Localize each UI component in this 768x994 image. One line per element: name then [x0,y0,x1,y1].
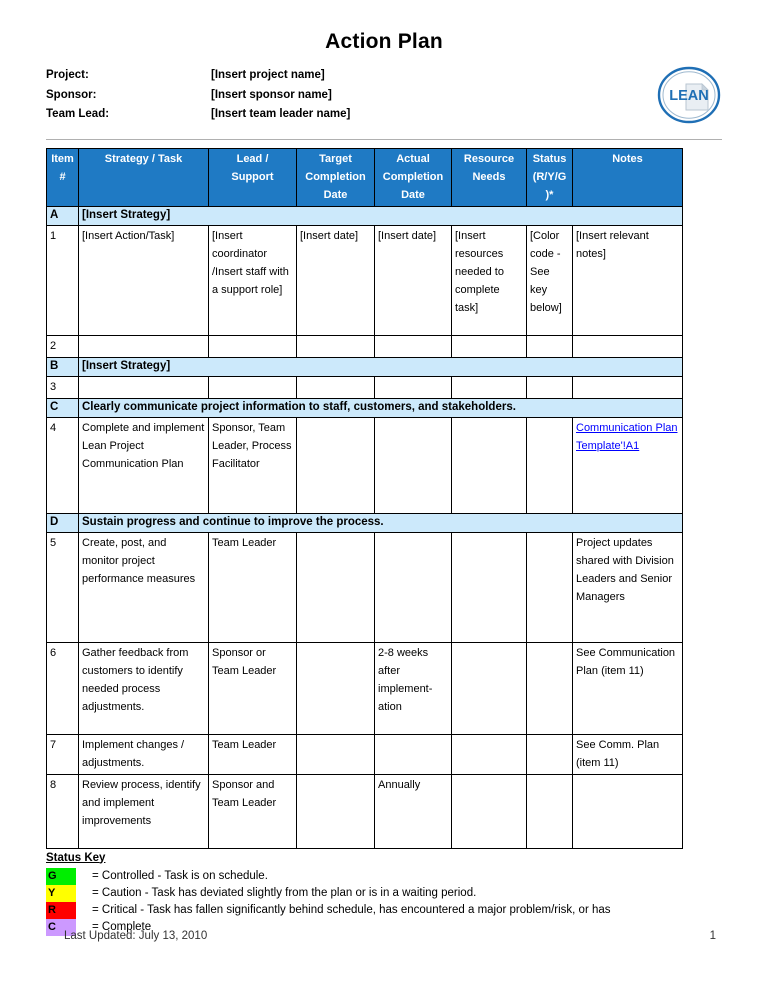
table-row [47,642,683,734]
column-header-actual-line2: Completion [382,170,444,183]
column-header-lead-line2: Support [231,170,274,183]
row-strategy-task[interactable]: Implement changes / adjustments. [79,734,209,774]
table-row [47,225,683,335]
strategy-row [47,513,683,532]
row-status[interactable] [527,774,573,848]
meta-block [46,66,722,125]
column-header-notes [573,148,683,206]
team-lead-label: Team Lead: [46,108,110,120]
row-lead-support[interactable]: Sponsor or Team Leader [209,642,297,734]
row-target-date[interactable] [297,335,375,357]
team-lead-value[interactable]: [Insert team leader name] [211,108,351,120]
table-body [47,206,683,848]
column-header-target-line3: Date [323,188,348,201]
status-key-title: Status Key [46,851,106,864]
row-strategy-task[interactable] [79,376,209,398]
row-strategy-task[interactable]: Complete and implement Lean Project Communication Plan [79,417,209,513]
table-row [47,532,683,642]
page-footer [46,930,722,942]
column-header-item [47,148,79,206]
status-key-swatch-y: Y [46,885,76,902]
column-header-status-line3: )* [545,188,554,201]
strategy-row-item: D [47,513,79,532]
row-status[interactable] [527,335,573,357]
row-status[interactable] [527,734,573,774]
row-resource-needs[interactable] [452,335,527,357]
row-item: 1 [47,225,79,335]
row-notes[interactable] [573,376,683,398]
row-actual-date[interactable] [375,532,452,642]
row-strategy-task[interactable]: Create, post, and monitor project performance measures [79,532,209,642]
sponsor-label: Sponsor: [46,88,97,101]
row-target-date[interactable] [297,642,375,734]
column-header-notes-line1: Notes [612,152,643,165]
row-target-date[interactable] [297,774,375,848]
column-header-status-line2: (R/Y/G [532,170,567,183]
status-key-swatch-g: G [46,868,76,885]
table-row [47,734,683,774]
strategy-row-text[interactable]: Sustain progress and continue to improve the process. [79,513,683,532]
row-resource-needs[interactable] [452,642,527,734]
column-header-status [527,148,573,206]
row-strategy-task[interactable]: Review process, identify and implement improvements [79,774,209,848]
lean-logo [656,62,722,128]
strategy-row-text[interactable]: [Insert Strategy] [79,206,683,225]
project-value[interactable]: [Insert project name] [211,69,325,81]
status-key-description: = Controlled - Task is on schedule. [92,869,268,882]
row-notes[interactable] [573,335,683,357]
row-actual-date[interactable]: Annually [375,774,452,848]
column-header-lead-line1: Lead / [236,152,269,165]
column-header-resource-line1: Resource [463,152,515,165]
header-divider [46,139,722,140]
row-lead-support[interactable] [209,376,297,398]
row-strategy-task[interactable]: [Insert Action/Task] [79,225,209,335]
row-item: 8 [47,774,79,848]
row-lead-support[interactable]: Team Leader [209,532,297,642]
row-actual-date[interactable]: 2-8 weeks after implement-ation [375,642,452,734]
row-actual-date[interactable] [375,734,452,774]
row-status[interactable] [527,642,573,734]
row-notes[interactable] [573,417,683,513]
column-header-status-line1: Status [532,152,567,165]
table-row [47,774,683,848]
row-item: 2 [47,335,79,357]
row-resource-needs[interactable]: [Insert resources needed to complete task] [452,225,527,335]
row-actual-date[interactable] [375,335,452,357]
row-notes[interactable]: See Comm. Plan (item 11) [573,734,683,774]
row-status[interactable] [527,417,573,513]
row-status[interactable]: [Color code - See key below] [527,225,573,335]
row-resource-needs[interactable] [452,734,527,774]
sponsor-value[interactable]: [Insert sponsor name] [211,88,332,101]
table-row [47,376,683,398]
row-resource-needs[interactable] [452,774,527,848]
strategy-row-text[interactable]: Clearly communicate project information to staff, customers, and stakeholders. [79,398,683,417]
row-notes[interactable] [573,774,683,848]
column-header-resource-line2: Needs [472,170,506,183]
column-header-target-line2: Completion [305,170,366,183]
status-key [46,850,722,936]
column-header-lead-support [209,148,297,206]
row-lead-support[interactable]: Sponsor, Team Leader, Process Facilitator [209,417,297,513]
strategy-row-text[interactable]: [Insert Strategy] [79,357,683,376]
meta-row-team-lead [46,105,722,125]
row-actual-date[interactable] [375,376,452,398]
row-item: 5 [47,532,79,642]
strategy-row-item: A [47,206,79,225]
row-item: 7 [47,734,79,774]
row-resource-needs[interactable] [452,532,527,642]
row-lead-support[interactable] [209,335,297,357]
strategy-row-item: B [47,357,79,376]
status-key-swatch-r: R [46,902,76,919]
row-target-date[interactable] [297,417,375,513]
row-item: 3 [47,376,79,398]
column-header-actual-completion-date [375,148,452,206]
row-notes[interactable]: [Insert relevant notes] [573,225,683,335]
column-header-strategy-task-line1: Strategy / Task [104,152,183,165]
meta-row-sponsor [46,86,722,106]
column-header-target-completion-date [297,148,375,206]
page-number: 1 [709,930,716,942]
lean-logo-text: LEAN [669,88,709,104]
row-item: 4 [47,417,79,513]
row-strategy-task[interactable]: Gather feedback from customers to identify needed process adjustments. [79,642,209,734]
status-key-item [46,902,722,919]
project-label: Project: [46,69,89,81]
column-header-item-line1: Item [51,152,74,165]
status-key-rows [46,868,722,936]
row-resource-needs[interactable] [452,376,527,398]
column-header-actual-line1: Actual [396,152,430,165]
last-updated-text: Last Updated: July 13, 2010 [64,930,208,942]
column-header-target-line1: Target [319,152,352,165]
column-header-item-line2: # [59,170,66,183]
column-header-strategy-task [79,148,209,206]
strategy-row [47,206,683,225]
table-row [47,335,683,357]
row-lead-support[interactable]: Sponsor and Team Leader [209,774,297,848]
strategy-row [47,357,683,376]
row-notes[interactable]: Project updates shared with Division Leaders and Senior Managers [573,532,683,642]
row-strategy-task[interactable] [79,335,209,357]
meta-row-project [46,66,722,86]
row-lead-support[interactable]: Team Leader [209,734,297,774]
row-actual-date[interactable] [375,417,452,513]
status-key-swatch-c: C [46,919,76,936]
notes-hyperlink[interactable]: Communication Plan Template'!A1 [576,421,678,452]
row-resource-needs[interactable] [452,417,527,513]
row-actual-date[interactable]: [Insert date] [375,225,452,335]
row-lead-support[interactable]: [Insert coordinator /Insert staff with a support role] [209,225,297,335]
column-header-actual-line3: Date [401,188,425,201]
row-item: 6 [47,642,79,734]
row-notes[interactable]: See Communication Plan (item 11) [573,642,683,734]
status-key-description: = Caution - Task has deviated slightly from the plan or is in a waiting period. [92,886,477,899]
status-key-item [46,885,722,902]
row-target-date[interactable] [297,376,375,398]
table-header-row [47,148,683,206]
status-key-item [46,868,722,885]
row-target-date[interactable] [297,734,375,774]
row-target-date[interactable]: [Insert date] [297,225,375,335]
row-status[interactable] [527,376,573,398]
table-row [47,417,683,513]
strategy-row-item: C [47,398,79,417]
row-target-date[interactable] [297,532,375,642]
page-title: Action Plan [325,30,443,53]
column-header-resource-needs [452,148,527,206]
strategy-row [47,398,683,417]
status-key-description: = Complete [92,920,152,933]
status-key-description: = Critical - Task has fallen significantly behind schedule, has encountered a major problem/risk, or has [92,903,611,916]
action-plan-table [46,148,683,849]
row-status[interactable] [527,532,573,642]
